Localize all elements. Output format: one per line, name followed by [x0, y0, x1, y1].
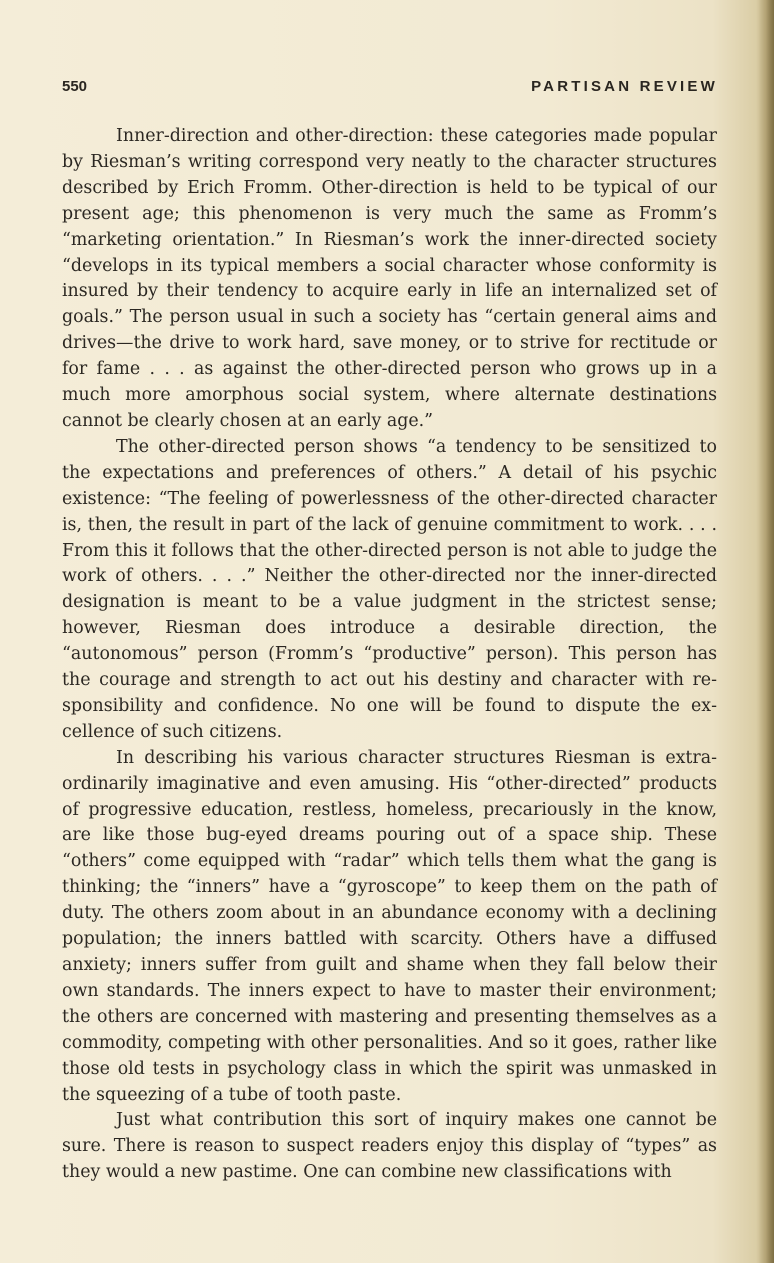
body-text	[62, 124, 717, 1186]
paragraph: Inner-direction and other-direction: these categories made popular by Riesman’s writing correspond very neatly to the character structures described by Erich Fromm. Other-direction is held to be typical of our present age; this phenomenon is very much the same as Fromm’s “marketing orientation.” In Riesman’s work the inner-directed society “develops in its typical members a social character whose conformity is insured by their tendency to acquire early in life an internalized set of goals.” The person usual in such a society has “certain general aims and drives—the drive to work hard, save money, or to strive for rectitude or for fame . . . as against the other-directed person who grows up in a much more amorphous social system, where alternate destinations cannot be clearly chosen at an early age.”	[62, 126, 717, 431]
page-header	[62, 78, 718, 102]
page-number: 550	[62, 78, 88, 95]
paragraph: In describing his various character structures Riesman is extraordinarily imaginative and even amusing. His “other-directed” products of progressive education, restless, homeless, precariously in the know, are like those bug-eyed dreams pouring out of a space ship. These “others” come equipped with “radar” which tells them what the gang is thinking; the “inners” have a “gyroscope” to keep them on the path of duty. The others zoom about in an abundance economy with a declining population; the inners battled with scarcity. Others have a diffused anxiety; inners suffer from guilt and shame when they fall below their own standards. The inners expect to have to master their environment; the others are concerned with mastering and presenting themselves as a commodity, competing with other personalities. And so it goes, rather like those old tests in psychology class in which the spirit was unmasked in the squeezing of a tube of tooth paste.	[62, 747, 717, 1105]
running-head: PARTISAN REVIEW	[531, 78, 718, 95]
paragraph: Just what contribution this sort of inquiry makes one cannot be sure. There is reason to suspect readers enjoy this display of “types” as they would a new pastime. One can combine new classifications with	[62, 1110, 717, 1183]
paragraph: The other-directed person shows “a tendency to be sensitized to the expectations and preferences of others.” A detail of his psychic existence: “The feeling of powerlessness of the other-directed character is, then, the result in part of the lack of genuine commitment to work. . . . From this it follows that the other-directed person is not able to judge the work of others. . . .” Neither the other-directed nor the inner-directed designation is meant to be a value judgment in the strictest sense; however, Riesman does introduce a desirable direction, the “autonomous” person (Fromm’s “productive” person). This person has the courage and strength to act out his destiny and character with responsibility and confidence. No one will be found to dispute the excellence of such citizens.	[62, 436, 717, 742]
page-edge-shadow	[756, 0, 774, 1263]
